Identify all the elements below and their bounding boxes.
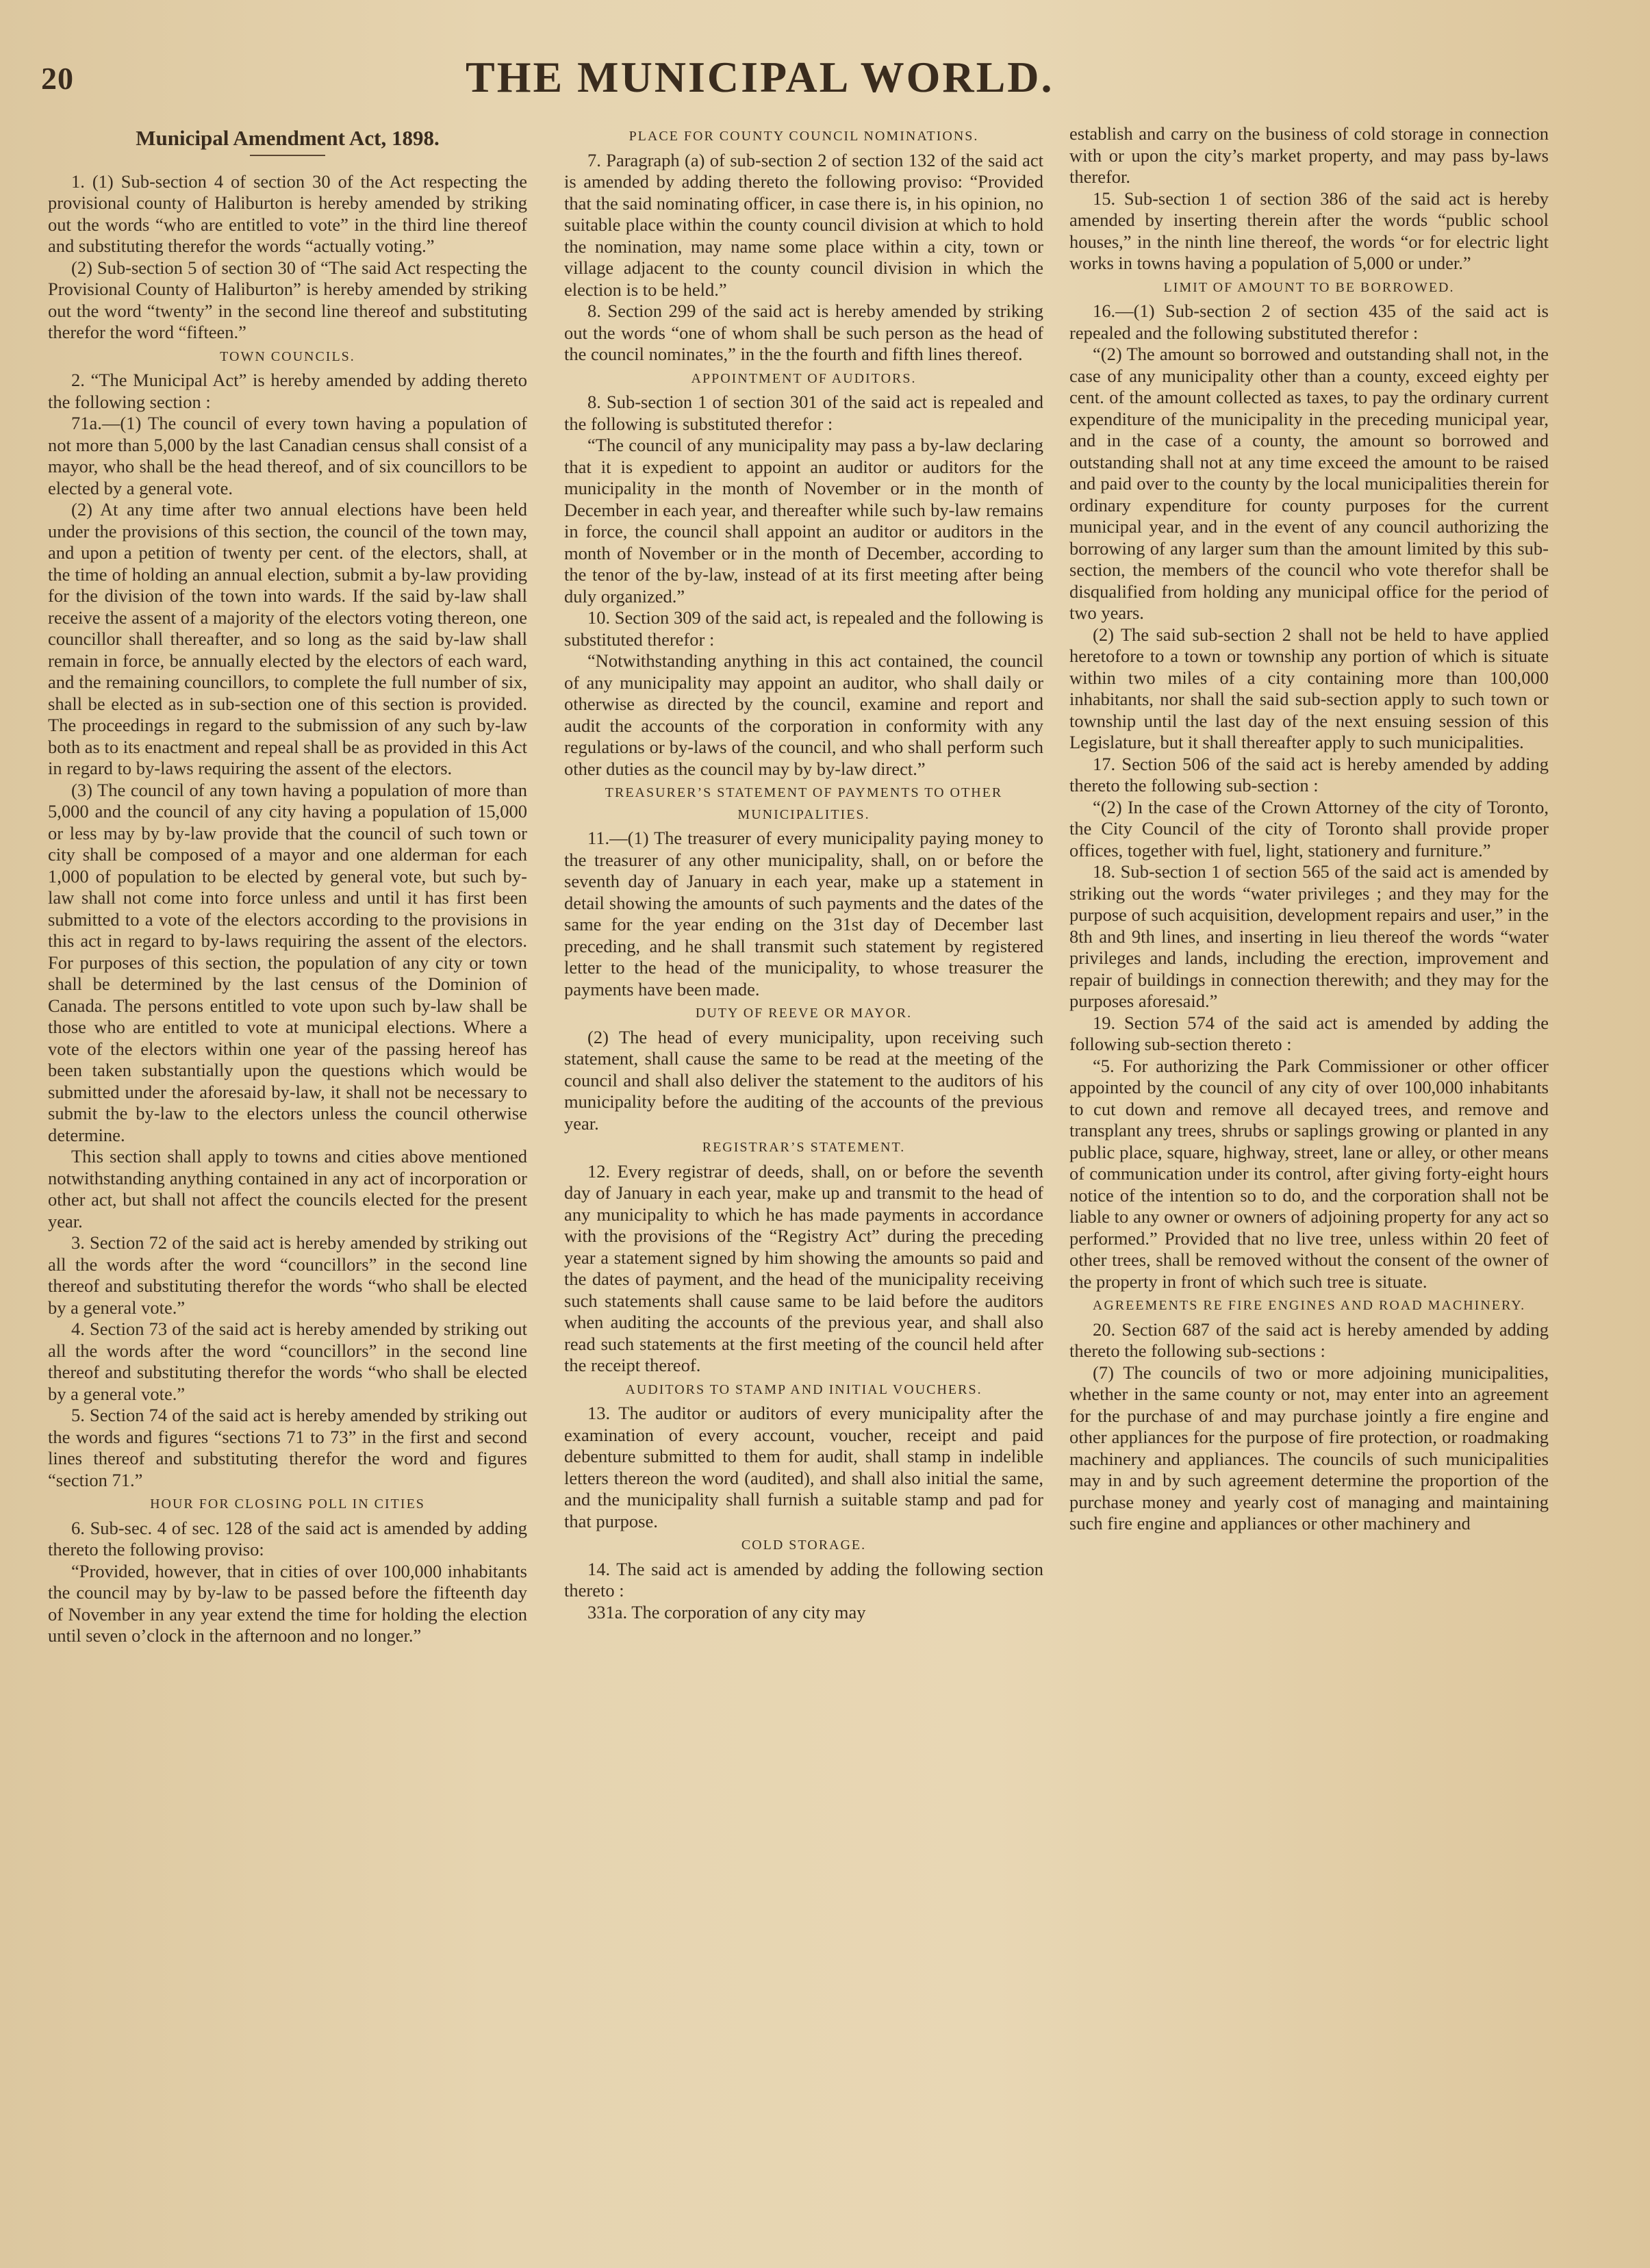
article-title: Municipal Amendment Act, 1898. [136,126,440,150]
paragraph: 19. Section 574 of the said act is amended by adding the following sub-section thereto : [1069,1012,1549,1054]
paragraph: 11.—(1) The treasurer of every municipality paying money to the treasurer of any other municipality, shall, on or before the seventh day of January in each year, make up a statement in detail showing the amounts of such payments and the dates of the same for the year ending on the 31st day of December last preceding, and he shall transmit such statement by registered letter to the head of the municipality, to whose treasurer the payments have been made. [564,828,1043,999]
paragraph: 14. The said act is amended by adding the following section thereto : [564,1558,1043,1601]
paragraph: (7) The councils of two or more adjoining municipalities, whether in the same county or not, may enter into an agreement for the purchase of and may purchase jointly a fire engine and other appliances for the purpose of fire protection, or roadmaking machinery and appliances. The councils of such municipalities may in and by such agreement determine the proportion of the purchase money and yearly cost of managing and maintaining such fire engine and appliances or other machinery and [1069,1362,1549,1533]
paragraph: (3) The council of any town having a population of more than 5,000 and the council of any city having a population of 15,000 or less may by by-law provide that the council of such town or city shall be composed of a mayor and one alderman for each 1,000 of population to be elected by general vote, but such by-law shall not come into force unless and until it has first been submitted to a vote of the electors according to the provisions in this act in regard to by-laws requiring the assent of the electors. For purposes of this section, the population of any city or town shall be determined by the last census of the Dominion of Canada. The persons entitled to vote upon such by-law shall be those who are entitled to vote at municipal elections. Where a vote of the electors within one year of the passing hereof has been taken substantially upon the questions which would be submitted under the aforesaid by-law, it shall not be necessary to submit the by-law to the electors unless the council otherwise determine. [48,779,527,1145]
paragraph: 10. Section 309 of the said act, is repealed and the following is substituted therefor : [564,607,1043,650]
column-left [48,123,527,1647]
section-heading: HOUR FOR CLOSING POLL IN CITIES [150,1496,425,1512]
section-heading: AGREEMENTS RE FIRE ENGINES AND ROAD MACHINERY. [1092,1298,1526,1313]
section-heading: DUTY OF REEVE OR MAYOR. [695,1006,913,1021]
paragraph: “Notwithstanding anything in this act contained, the council of any municipality may appoint an auditor, who shall daily or otherwise as directed by the council, examine and report and audit the accounts of the corporation in conformity with any regulations or by-laws of the council, and who shall perform such other duties as the council may by by-law direct.” [564,650,1043,779]
paragraph: 3. Section 72 of the said act is hereby amended by striking out all the words after the word “councillors” in the second line thereof and substituting therefor the words “who shall be elected by a general vote.” [48,1232,527,1318]
paragraph: 5. Section 74 of the said act is hereby amended by striking out the words and figures “sections 71 to 73” in the first and second lines thereof and substituting therefor the word and figures “section 71.” [48,1405,527,1490]
paragraph: 4. Section 73 of the said act is hereby amended by striking out all the words after the word “councillors” in the second line thereof and substituting therefor the words “who shall be elected by a general vote.” [48,1318,527,1404]
paragraph: 17. Section 506 of the said act is hereby amended by adding thereto the following sub-section : [1069,753,1549,795]
paragraph: “Provided, however, that in cities of over 100,000 inhabitants the council may by by-law to be passed before the fifteenth day of November in any year extend the time for holding the election until seven o’clock in the afternoon and no longer.” [48,1560,527,1646]
paragraph: “The council of any municipality may pass a by-law declaring that it is expedient to appoint an auditor or auditors for the municipality in the month of November or in the month of December in each year, and thereafter while such by-law remains in force, the council shall appoint an auditor or auditors in the month of November or in the month of December, according to the tenor of the by-law, instead of at its first meeting after being duly organized.” [564,435,1043,607]
paragraph: 6. Sub-sec. 4 of sec. 128 of the said act is amended by adding thereto the following proviso: [48,1517,527,1559]
paragraph: “(2) In the case of the Crown Attorney of the city of Toronto, the City Council of the city of Toronto shall provide proper offices, together with fuel, light, stationery and furniture.” [1069,796,1549,861]
paragraph: establish and carry on the business of cold storage in connection with or upon the city’s market property, and may pass by-laws therefor. [1069,123,1549,187]
paragraph: (2) At any time after two annual elections have been held under the provisions of this section, the council of the town may, and upon a petition of twenty per cent. of the electors, shall, at the time of holding an annual election, submit a by-law providing for the division of the town into wards. If the said by-law shall receive the assent of a majority of the electors voting thereon, one councillor shall thereafter, and so long as the said by-law shall remain in force, be annually elected by the electors of each ward, and the remaining councillors, to complete the full number of six, shall be elected as in sub-section one of this section is provided. The proceedings in regard to the submission of any such by-law both as to its enactment and repeal shall be as provided in this Act in regard to by-laws requiring the assent of the electors. [48,499,527,778]
section-heading: TOWN COUNCILS. [220,348,355,364]
section-heading: TREASURER’S STATEMENT OF PAYMENTS TO OTHER MUNICIPALITIES. [605,785,1003,822]
paragraph: 12. Every registrar of deeds, shall, on or before the seventh day of January in each year, make up and transmit to the head of any municipality to which he has made payments in accordance with the provisions of the “Registry Act” during the preceding year a statement signed by him showing the amounts so paid and the dates of payment, and the head of the municipality receiving such statements shall cause same to be laid before the auditors when auditing the accounts of the previous year, and shall also read such statements at the first meeting of the council held after the receipt thereof. [564,1160,1043,1375]
section-heading: LIMIT OF AMOUNT TO BE BORROWED. [1163,279,1455,295]
page-number: 20 [41,61,74,96]
paragraph: 15. Sub-section 1 of section 386 of the said act is hereby amended by inserting therein after the words “public school houses,” in the ninth line thereof, the words “or for electric light works in towns having a population of 5,000 or under.” [1069,188,1549,273]
paragraph: 1. (1) Sub-section 4 of section 30 of the Act respecting the provisional county of Haliburton is hereby amended by striking out the words “who are entitled to vote” in the third line thereof and substituting therefor the words “actually voting.” [48,170,527,256]
paragraph: This section shall apply to towns and cities above mentioned notwithstanding anything contained in any act of incorporation or other act, but shall not affect the councils elected for the present year. [48,1146,527,1232]
paragraph: 8. Section 299 of the said act is hereby amended by striking out the words “one of whom shall be such person as the head of the council nominates,” in the the fourth and fifth lines thereof. [564,301,1043,364]
paragraph: 71a.—(1) The council of every town having a population of not more than 5,000 by the last Canadian census shall consist of a mayor, who shall be the head thereof, and of six councillors to be elected by a general vote. [48,413,527,498]
paragraph: 7. Paragraph (a) of sub-section 2 of section 132 of the said act is amended by adding thereto the following proviso: “Provided that the said nominating officer, in case there is, in his opinion, no suitable place within the county council division at which to hold the nomination, may name some place within a city, town or village adjacent to the county council division in which the election is to be held.” [564,149,1043,300]
section-heading: PLACE FOR COUNTY COUNCIL NOMINATIONS. [629,129,979,144]
title-rule [250,155,325,156]
section-heading: AUDITORS TO STAMP AND INITIAL VOUCHERS. [625,1381,982,1397]
paragraph: (2) The said sub-section 2 shall not be held to have applied heretofore to a town or township any portion of which is situate within two miles of a city containing more than 100,000 inhabitants, nor shall the said sub-section apply to such town or township until the last day of the next ensuing session of this Legislature, but it shall thereafter apply to such municipalities. [1069,624,1549,752]
masthead: THE MUNICIPAL WORLD. [466,53,1054,101]
paragraph: 13. The auditor or auditors of every municipality after the examination of every account, voucher, receipt and paid debenture submitted to them for audit, shall stamp in indelible letters thereon the word (audited), and shall also initial the same, and the municipality shall furnish a suitable stamp and pad for that purpose. [564,1403,1043,1531]
section-heading: REGISTRAR’S STATEMENT. [702,1140,906,1155]
column-middle [564,123,1043,1623]
paragraph: “(2) The amount so borrowed and outstanding shall not, in the case of any municipality other than a county, exceed eighty per cent. of the amount collected as taxes, to pay the ordinary current expenditure of the municipality in the preceding municipal year, and in the case of a county, the amount so borrowed and outstanding shall not at any time exceed the amount to be raised and paid over to the county by the local municipalities therein for ordinary expenditure for county purposes for the current municipal year, and in the event of any council authorizing the borrowing of any larger sum than the amount limited by this sub-section, the members of the council who vote therefor shall be disqualified from holding any municipal office for the period of two years. [1069,344,1549,623]
section-heading: APPOINTMENT OF AUDITORS. [691,370,917,386]
paragraph: 20. Section 687 of the said act is hereby amended by adding thereto the following sub-sections : [1069,1318,1549,1361]
paragraph: (2) The head of every municipality, upon receiving such statement, shall cause the same to be read at the meeting of the council and shall also deliver the statement to the auditors of his municipality before the auditing of the accounts of the previous year. [564,1026,1043,1134]
paragraph: 331a. The corporation of any city may [587,1601,866,1622]
paragraph: 16.—(1) Sub-section 2 of section 435 of the said act is repealed and the following substituted therefor : [1069,301,1549,343]
paragraph: 2. “The Municipal Act” is hereby amended by adding thereto the following section : [48,370,527,412]
paragraph: 8. Sub-section 1 of section 301 of the said act is repealed and the following is substituted therefor : [564,392,1043,434]
paragraph: “5. For authorizing the Park Commissioner or other officer appointed by the council of any city of over 100,000 inhabitants to cut down and remove all decayed trees, and remove and transplant any trees, shrubs or saplings growing or planted in any public place, square, highway, street, lane or alley, or other means of communication under its control, after giving forty-eight hours notice of the intention so to do, and the corporation shall not be liable to any owner or owners of adjoining property for any act so performed.” Provided that no live tree, unless within 20 feet of other trees, shall be removed without the consent of the owner of the property in front of which such tree is situate. [1069,1055,1549,1292]
paragraph: 18. Sub-section 1 of section 565 of the said act is amended by striking out the words “water privileges ; and they may for the purpose of such acquisition, development repairs and user,” in the 8th and 9th lines, and inserting in lieu thereof the words “water privileges and lands, including the erection, improvement and repair of buildings in connection therewith; and they may for the purposes aforesaid.” [1069,861,1549,1011]
paragraph: (2) Sub-section 5 of section 30 of “The said Act respecting the Provisional County of Haliburton” is hereby amended by striking out the word “twenty” in the second line thereof and substituting therefor the word “fifteen.” [48,257,527,342]
column-right [1069,123,1549,1535]
section-heading: COLD STORAGE. [741,1538,867,1553]
